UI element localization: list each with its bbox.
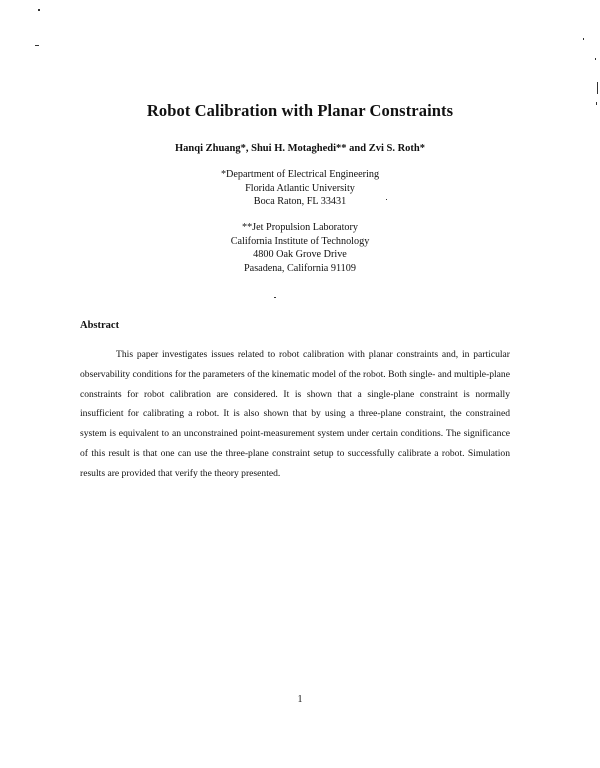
author-list: Hanqi Zhuang*, Shui H. Motaghedi** and Zvi S. Roth* (174, 143, 426, 154)
affiliation-line: **Jet Propulsion Laboratory (241, 222, 358, 233)
affiliation-fau (0, 168, 600, 209)
scan-speck (595, 58, 596, 60)
affiliation-line: *Department of Electrical Engineering (220, 169, 380, 180)
scan-speck (274, 297, 276, 298)
abstract-heading: Abstract (80, 320, 120, 331)
scan-speck (596, 102, 597, 105)
affiliation-line: California Institute of Technology (230, 235, 370, 247)
affiliation-line: Florida Atlantic University (245, 182, 355, 194)
affiliation-line: 4800 Oak Grove Drive (253, 249, 347, 261)
scan-speck (597, 82, 598, 94)
page-number: 1 (297, 694, 303, 705)
scan-speck (583, 38, 584, 40)
scan-speck (35, 45, 39, 46)
scan-speck (38, 9, 40, 11)
affiliation-jpl (0, 221, 600, 275)
affiliation-line: Boca Raton, FL 33431 (253, 196, 347, 208)
abstract-body: This paper investigates issues related to robot calibration with planar constraints and, in particular observability conditions for the parameters of the kinematic model of the robot. Both single- and multiple-plane constraints for robot calibration are considered. It is shown that a single-plane constraint is normally insufficient for calibrating a robot. It is also shown that by using a three-plane constraint, the constrained system is equivalent to an unconstrained point-measurement system under certain conditions. The significance of this result is that one can use the three-plane constraint setup to successfully calibrate a robot. Simulation results are provided that verify the theory presented. (80, 349, 510, 479)
scan-speck (386, 199, 387, 200)
affiliation-line: Pasadena, California 91109 (244, 262, 356, 274)
paper-title: Robot Calibration with Planar Constraints (146, 101, 454, 120)
